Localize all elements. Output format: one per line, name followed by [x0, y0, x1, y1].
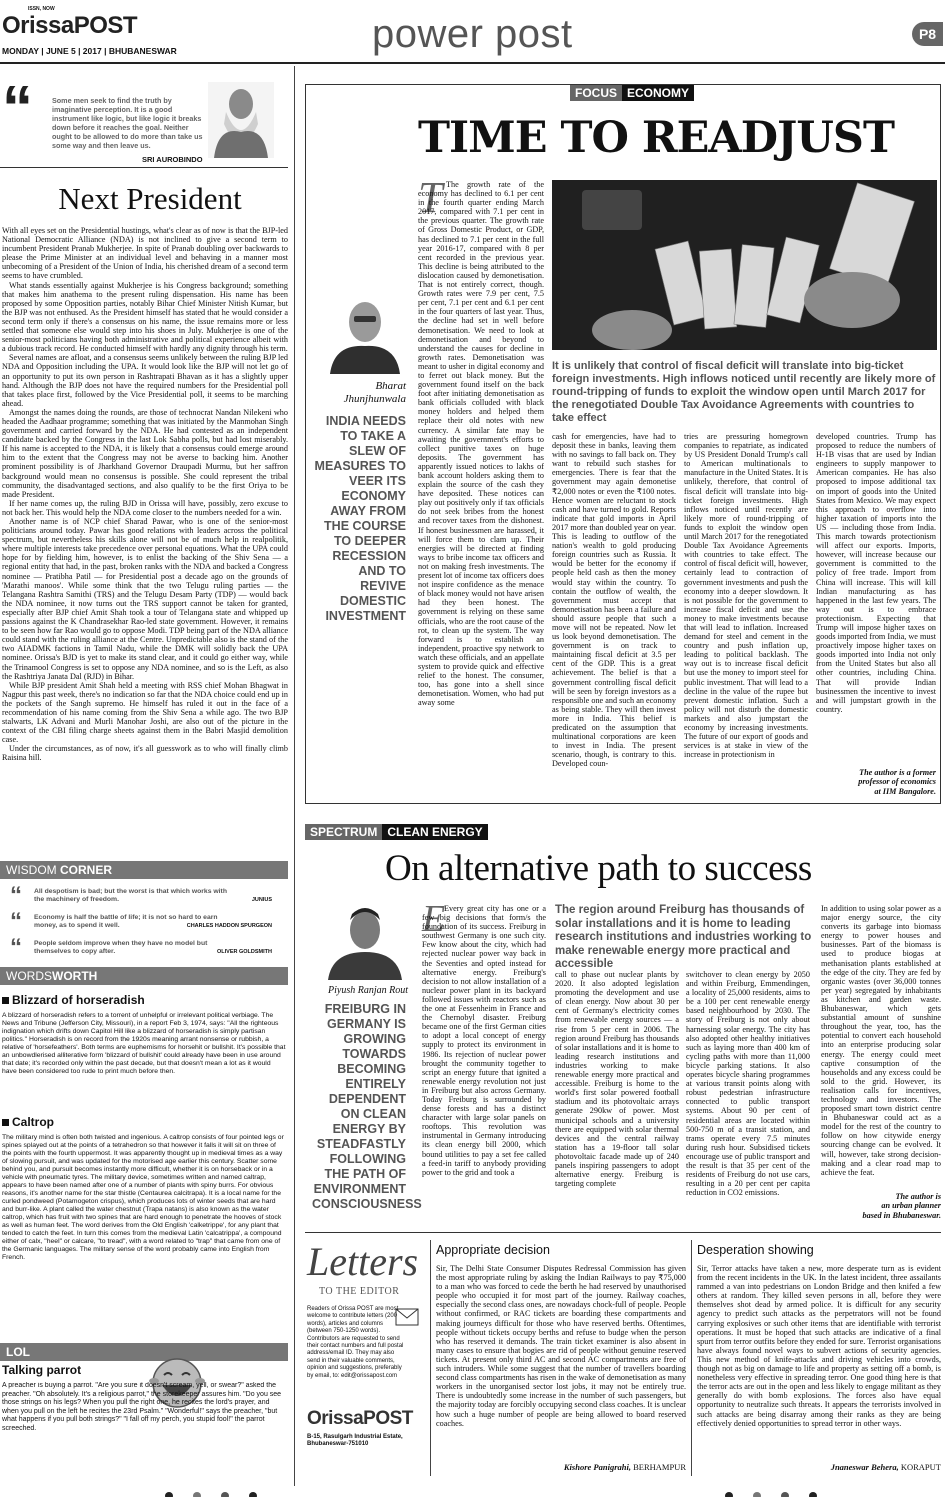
focus-col-4-text: developed countries. Trump has proposed to reduce the numbers of H-1B visas that are used by Indian engineers to supply manpower to American companies. He has also proposed to impose additional tax on import of goods into the United States from Mexico. We may expect this approach to overflow into higher taxation of imports into the US — including those from India. This march towards protectionism will affect our exports. Imports, however, will increase because our government is committed to the policy of free trade. Import from China will increase. This will kill Indian manufacturing as has happened in the last few years. The way out is to embrace protectionism. Expecting that Trump will impose higher taxes on goods imported from India, we must proactively impose higher taxes on goods imported into India not only from the United States but also all other countries, including China. That will provide Indian businessmen the incentive to invest and will jumpstart growth in the country. [816, 432, 936, 714]
word-entry-2: The military mind is often both twisted and ingenious. A caltrop consists of four pointed legs or spines splayed out at the points of a tetrahedron so that however it falls it will sit on three of the points with the fourth uppermost. It was apparently thought up in medieval times as a way of slowing pursuit, and was updated for the motorised age earlier this century. Scatter some behind you, and pursuit becomes instantly more difficult, whether it is on horseback or in a vehicle with pneumatic tyres. The military device, sometimes written and named caltrap, appears to have been named after one of a number of plants with spiny burrs. For obvious reasons, it's another name for the star thistle (Centaurea calcitrapa). It is a local name for the curled pondweed (Potamogeton crispus), which produces lots of winter seeds that are hard and burr-like. A plant called the water chestnut (Trapa natans) is also known as the water caltrop, which has fruit with two spines that are hard enough to penetrate the hooves of stock as well as human feet. The word derives from the Old English 'calketrippe', for any plant that tended to catch the feet. In turn this comes from the medieval Latin 'calcatrippa', a compound either of calx, "heel" or calcare, "to tread", with a word related to "trap" that came from one of the Germanic languages. The military sense of the word probably came into English from French. [2, 1134, 284, 1261]
column-divider [430, 1240, 431, 1476]
letters-logo: OrissaPOST [307, 1408, 413, 1429]
wordsworth-header [0, 967, 288, 985]
focus-tag-b: ECONOMY [622, 85, 694, 101]
dot-icon [249, 1492, 257, 1497]
focus-author [330, 380, 406, 406]
spectrum-author: Piyush Ranjan Rout [328, 985, 408, 996]
wordsworth-header-a: WORDS [6, 969, 52, 983]
aurobindo-quote-box [0, 74, 288, 169]
wisdom-header [0, 861, 288, 879]
editorial-paragraph: With all eyes set on the Presidential hustings, what's clear as of now is that the BJP-led National Democratic Alliance (NDA) is not inclined to give a second term to incumbent President Pranab Mukherjee. In spite of Pranab doubling over backwards to please the Prime Minister at an individual level and behaving in a manner most unbecoming of a President of the Union of India, his cherished dream of a second term seems to have crumbled. [2, 226, 288, 281]
letter-2-body [697, 1264, 941, 1460]
focus-col-2-text: cash for emergencies, have had to deposit these in banks, leaving them with no savings to fall back on. They want to rebuild such stashes for emergencies. There is fear that the government may again demonetise ₹2,000 notes or even the ₹100 notes. Hence women are reluctant to stock cash and have turned to gold. Reports indicate that gold imports in April 2017 more than doubled year on year. This is leading to outflow of the nation's wealth to gold producing foreign countries such as Russia. It would be better for the economy if people held cash as then the money would stay within the country. To contain the outflow of wealth, the government must accept that demonetisation has been a failure and should assure people that such a move will not be repeated. Now let us look beyond demonetisation. The government is on track to maintaining fiscal deficit at 3.5 per cent of the GDP. This is a great achievement. The belief is that a government controlling fiscal deficit will be seen by foreign investors as a responsible one and such an economy as being stable. They will then invest more in India. This belief is predicated on the assumption that multinational corporations are keen to invest in India. The present scenario, though, is contrary to this. Developed coun- [552, 432, 676, 769]
footnote-line: The author is a former [859, 768, 936, 777]
column-divider [691, 1240, 692, 1476]
editorial-paragraph: Under the circumstances, as of now, it's all guesswork as to who will finally climb Raisina hill. [2, 744, 288, 763]
envelope-icon [395, 1308, 419, 1326]
letter-1-title: Appropriate decision [436, 1243, 550, 1257]
dot-icon [725, 1492, 733, 1497]
focus-tag-a: FOCUS [570, 85, 622, 101]
editorial-paragraph: Another name is of NCP chief Sharad Pawar, who is one of the senior-most politicians around today. Pawar has good relations with leaders across the political spectrum, but nevertheless his skills alone will not be of much help in realpolitik, where multiple interests take precedence over personal equations. What the UPA could hope for by fielding him, however, is to enlist the backing of the Shiv Sena — a regional entity that had, in the past, broken ranks with the NDA and backed a Congress nominee — Pratibha Patil — for Presidential post a decade ago on the grounds of 'Marathi manoos'. While some think that the two Telugu ruling parties — the Telangana Rashtra Samithi (TRS) and the Telugu Desam Party (TDP) — would back the NDA nominee, it now turns out the TRS support cannot be taken for granted, especially after BJP chief Amit Shah took a tour of Telangana state and whipped up passions against the K Chandrasekhar Rao-led state government. However, it remains to be seen how far Rao would go to oppose Modi. TDP being part of the NDA alliance could stand with the ruling alliance at the Centre. Unpredictable also is the stand of the two AIADMK factions in Tamil Nadu, while the DMK will solidly back the UPA nominee. Orissa's BJD is yet to make its stand clear, and it could go either way, while the Trinamool Congress is set to oppose any NDA nominee, and so is the Left, as also the Rashtriya Janata Dal (RJD) in Bihar. [2, 517, 288, 681]
letter-1-sign [436, 1462, 686, 1472]
square-bullet-icon [2, 1119, 9, 1126]
word-title-2 [2, 1115, 54, 1129]
spectrum-col-3-text: switchover to clean energy by 2050 and within Freiburg, Emmendingen, a locality of 25,000 residents, aims to be a 100 per cent renewable energy based neighbourhood by 2030. The story of Freiburg is not only about harnessing solar energy. The city has also adopted other healthy initiatives such as laying more than 400 km of cycling paths with more than 11,000 bicycle parking stations. It also operates bicycle sharing programmes at various transit points along with robust pedestrian infrastructure connected to public transport systems. About 90 per cent of residential areas are located within 500-750 m of a transit station, and trams operate every 7.5 minutes during rush hour. Subsidised tickets encourage use of public transport and the result is that 35 per cent of the residents of Freiburg do not use cars, resulting in a 20 per cent per capita reduction in CO2 emissions. [686, 970, 810, 1198]
lol-title: Talking parrot [2, 1363, 82, 1377]
focus-author-last: Jhunjhunwala [343, 393, 406, 405]
aurobindo-author: SRI AUROBINDO [142, 155, 203, 164]
spectrum-col-3 [686, 970, 810, 1226]
spectrum-col-2 [555, 970, 679, 1226]
dot-icon [165, 1492, 173, 1497]
word-title-text: Blizzard of horseradish [12, 993, 145, 1007]
spectrum-deck: The region around Freiburg has thousands of solar installations and it is home to leading research institutions and industries working to make renewable energy more practical and accessible [555, 904, 812, 970]
wisdom-text: All despotism is bad; but the worst is that which works with the machinery of freedom. [34, 888, 227, 903]
dateline: MONDAY | JUNE 5 | 2017 | BHUBANESWAR [2, 46, 177, 56]
word-entry-1: A blizzard of horseradish refers to a torrent of unhelpful or irrelevant political verbiage. The News and Tribune (Jefferson City, Missouri), in a report Feb 3, 1974, says: "All the righteous indignation which drifts down Capitol Hill like a blizzard of horseradish is simply partisan politics." Horseradish is on record from the 1920s meaning arrant nonsense or rubbish, a relative of 'horsefeathers'. Both terms are euphemisms for horsehit or bullshit. It's possible that an unbowdlerised alliterative form 'blizzard of bullshit' could already have been in use around that date; it's recorded only within the past decade, but that doesn't mean a lot as it would have been considered too rude to print much before then. [2, 1012, 286, 1075]
focus-col-4 [816, 432, 936, 762]
photo-caption: It is unlikely that control of fiscal deficit will translate into big-ticket foreign investments. High inflows noticed until recently are likely more of round-tripping of funds to exploit the window open until March 2017 for the renegotiated Double Tax Avoidance Agreements with countries to take effect [552, 360, 936, 424]
letters-box [305, 1238, 425, 1478]
focus-footnote [816, 768, 936, 796]
currency-photo [552, 180, 937, 350]
wisdom-text: People seldom improve when they have no model but themselves to copy after. [34, 940, 208, 955]
spectrum-col-4 [821, 904, 941, 1189]
footnote-line: professor of economics [858, 777, 936, 787]
spectrum-headline: On alternative path to success [385, 848, 812, 889]
wisdom-item [0, 882, 288, 910]
section-title: power post [372, 12, 573, 56]
author-photo-piyush [320, 900, 410, 980]
page-number-badge: P8 [912, 22, 943, 46]
editorial-body [2, 226, 288, 846]
logo-small: ISSN, NOW [28, 6, 55, 12]
focus-headline: TIME TO READJUST [418, 113, 894, 163]
wisdom-item [0, 934, 288, 962]
spectrum-col-1 [422, 898, 546, 1226]
editorial-paragraph: Several names are afloat, and a consensus seems unlikely between the ruling BJP led NDA and Opposition including the UPA. It would look like the BJP will not let go of an opportunity to put its own person in Rashtrapati Bhavan as it has a slightly upper hand. Although the BJP does not have the required numbers for the Presidential poll that takes place first, followed by the Vice Presidential poll, it seems to be marching ahead. [2, 353, 288, 408]
wisdom-header-a: WISDOM [6, 863, 57, 877]
editorial-paragraph: Amongst the names doing the rounds, are those of technocrat Nandan Nilekeni who headed the Aadhaar programme; something that was initiated by the Manmohan Singh government and carried forward by the NDA. He had contested as an independent candidate backed by the Congress in the last Lok Sabha polls, but had lost miserably. If his name is accepted to the NDA, it is likely that a consensus could emerge around him to the extent that the Congress may not be averse to backing him. Another prominent possibility is of Jharkhand Governor Draupadi Murmu, but her saffron background would mean no consensus is possible. She could represent the tribal community, the disadvantaged sections, and also qualify to be the first Oriya to be made President. [2, 407, 288, 499]
aurobindo-quote-text: Some men seek to find the truth by imaginative perception. It is a good instrument like logic, but like logic it breaks down before it reaches the goal. Neither ought to be allowed to do more than take us some way and then leave us. [52, 96, 203, 150]
word-title-text: Caltrop [12, 1115, 54, 1129]
quote-mark-icon: “ [10, 908, 22, 935]
dropcap-e: E [422, 898, 446, 940]
lol-header: LOL [0, 1343, 288, 1361]
footnote-line: at IIM Bangalore. [874, 786, 936, 796]
letter-1-signature: Kishore Panigrahi, [563, 1462, 631, 1472]
author-photo-bharat [322, 290, 408, 374]
letter-2-sign [697, 1462, 941, 1472]
masthead [0, 0, 945, 60]
rule [0, 167, 288, 168]
wisdom-items [0, 882, 288, 964]
focus-tag [570, 85, 694, 101]
wisdom-text: Economy is half the battle of life; it is not so hard to earn money, as to spend it well. [34, 914, 218, 929]
registration-dots-left [155, 1487, 267, 1497]
wordsworth-header-b: WORTH [52, 969, 98, 983]
footnote-line: based in Bhubaneswar. [862, 1210, 941, 1220]
letter-1-text: Sir, The Delhi State Consumer Disputes Redressal Commission has given the most appropriate ruling by asking the Indian Railways to pay ₹75,000 to a man who was forced to cede the berth he had reserved by unauthorised people who occupied it for most part of the journey. Railway coaches, especially the second class ones, are nowadays chock-full of people. People without confirmed, or RAC tickets are boarding these compartments and making journeys difficult for those who have reserved berths. Oftentimes, people without tickets occupy berths and refuse to budge when the person who has reserved it demands. The train ticket examiner is also absent in many cases to ensure that bogies are rid of people without genuine reserved tickets. At present only third AC and second AC compartments are free of such intruders. While some suggest that the number of travellers boarding second class compartments has risen in the wake of demonetisation as many workers in the unorganised sector lost jobs, it may not be entirely true. There is undoubtedly some increase in the number of such passengers, but the majority today are forcibly occupying second class coaches. It is unclear how such a huge number of people are being allowed to board reserved coaches. [436, 1264, 686, 1428]
focus-col-3 [684, 432, 808, 797]
letters-title: Letters [307, 1239, 419, 1284]
letter-2-place: KORAPUT [900, 1462, 941, 1472]
dot-icon [193, 1492, 201, 1497]
quote-mark-icon: “ [10, 882, 22, 909]
focus-author-first: Bharat [375, 380, 406, 392]
letters-info: Readers of Orissa POST are most welcome to contribute letters (200 words), articles and columns (between 750-1250 words). Contributors are requested to send their contact numbers and full postal address/email ID. They may also send in their valuable comments, opinion and suggestions, preferably by email, to: edit@orissapost.com [307, 1306, 404, 1379]
footnote-line: The author is [895, 1192, 941, 1201]
spectrum-col-1-text: Every great city has one or a few big decisions that form/s the foundation of its success. Freiburg in southwest Germany is one such city. Few know about the city, which had rejected nuclear power way back in the Seventies and opted instead for alternative energy. Freiburg's decision to not allow installation of a nuclear power plant in its backyard followed issues with reactors such as the one at Fessenheim in France and the Chernobyl disaster. Freiburg became one of the first German cities to adopt a local concept of energy supply to protect its environment in 1986. Its rejection of nuclear power brought the community together to script an energy future that ignited a renewable energy revolution not just in Freiburg but also across Germany. Today Freiburg is surrounded by dense forests and has a distinct character with large solar panels on rooftops. This revolution was instrumental in Germany introducing its clean energy bill 2000, which bound utilities to pay a set fee called a feed-in tariff to anybody providing power to the grid and took a [422, 904, 546, 1177]
focus-col-3-text: tries are pressuring homegrown companies to repatriate, as indicated by US President Donald Trump's call to American multinationals to manufacture in the United States. It is unlikely, therefore, that control of fiscal deficit will translate into big-ticket foreign investments. High inflows noticed until recently are likely more of round-tripping of funds to exploit the window open until March 2017 for the renegotiated Double Tax Avoidance Agreements with countries to take effect. The control of fiscal deficit will, however, certainly lead to contraction of government investments and push the economy into a deeper slowdown. It is not possible for the government to increase fiscal deficit and use the money to make investments because that will lead to inflation. Increased demand for steel and cement in the country and push inflation up, leading to political backlash. The way out is to increase fiscal deficit but use the money to import steel for public investment. That will lead to a decline in the value of the rupee but prevent domestic inflation. Such a policy will not disturb the domestic markets and also jumpstart the economy by increasing investments. The future of our export of goods and services is at stake in view of the increase in protectionism in [684, 432, 808, 760]
editorial-title: Next President [58, 181, 242, 216]
letter-2-text: Sir, Terror attacks have taken a new, more desperate turn as is evident from the recent incidents in the UK. In the latest incident, three assailants rammed a van into pedestrians on London Bridge and then knifed a few others at random. They killed seven persons in all, before they were themselves shot dead by armed police. It is difficult for any security agency to predict such attacks as the perpetrators will not be found carrying explosives or such other items that are identifiable with terrorist operations. It must be hoped that such attacks are indicative of a final spurt from terror outfits before they ended for sure. Terrorist organisations have always found novel ways to subvert actions of security agencies. This new method of knife-attacks and driving vehicles into crowds, though not as big on damage to life and property as setting off a bomb, is nonetheless very effective in spreading terror. One good thing here is that the terror acts are out in the open and less likely to engage militant as they generally do with bomb explosions. The forces also have equal opportunity to neutralize such threats. It appears the terrorists involved in such attacks are being disarray among their ranks as they are being effectively denied opportunities to spread terror in other ways. [697, 1264, 941, 1428]
masthead-rule [0, 62, 945, 64]
dot-icon [781, 1492, 789, 1497]
letter-2-title: Desperation showing [697, 1243, 814, 1257]
rule [305, 1232, 941, 1233]
wisdom-header-b: CORNER [60, 863, 113, 877]
editorial-paragraph: While BJP president Amit Shah held a meeting with RSS chief Mohan Bhagwat in Nagpur this past week, there's no indication so far that the NDA choice could end up in the pockets of the Sangh supremo. He himself has ruled it out in the face of a recommendation of his name coming from the Shiv Sena a while ago. The two BJP stalwarts, LK Advani and Murli Manohar Joshi, are also out of the picture in the context of the CBI filing charge sheets against them in the Babri Masjid demolition case. [2, 680, 288, 745]
dropcap-t: T [418, 173, 443, 222]
spectrum-col-4-text: In addition to using solar power as a major energy source, the city converts its garbage into biomass energy to power houses and businesses. Part of the biomass is used to produce biogas at methanisation plants established at the edge of the city. They are fed by organic wastes (over 36,000 tonnes per year) segregated by inhabitants as kitchen and garden waste. Bhubaneswar, which gets substantial amount of sunshine throughout the year, too, has the potential to convert each household into an enterprise producing solar energy. The energy could meet captive consumption of the households and any excess could be sold to the grid. However, its realisation calls for incentives, technology and investors. The proposed smart town district centre in Bhubaneswar could act as a model for the rest of the country to follow on how citywide energy sourcing change can be evolved. It will, however, take strong decision-making and a clear road map to achieve the feat. [821, 904, 941, 1177]
editorial-paragraph: What stands essentially against Mukherjee is his Congress background; something that makes him anathema to the present ruling dispensation. His name has been proposed by some Opposition parties, notably Bihar Chief Minister Nitish Kumar, but the BJP was not enthused. As the President himself has stated that he would consider a second term only if there's a consensus on his name, the issue remains more or less settled that someone else would step into his shoes in July. Mukherjee is one of the senior-most politicians having both administrative and political experience albeit with a dubious track record. He conducted himself with hardly any dignity through his term. [2, 280, 288, 354]
column-divider [294, 66, 295, 1486]
wisdom-author: CHARLES HADDON SPURGEON [186, 923, 272, 929]
quote-mark-icon: “ [10, 934, 22, 961]
dot-icon [221, 1492, 229, 1497]
letters-subtitle: TO THE EDITOR [319, 1286, 400, 1297]
dot-icon [753, 1492, 761, 1497]
editorial-paragraph: If her name comes up, the ruling BJD in Orissa will have, possibly, zero excuse to not back her. This would help the NDA come closer to the numbers needed for a win. [2, 498, 288, 517]
focus-pull-quote: INDIA NEEDS TO TAKE A SLEW OF MEASURES TO VEER ITS ECONOMY AWAY FROM THE COURSE TO DEEPER RECESSION AND TO REVIVE DOMESTIC INVESTMENT [314, 414, 406, 623]
focus-col-2 [552, 432, 676, 797]
aurobindo-portrait [208, 82, 274, 158]
spectrum-tag-a: SPECTRUM [305, 824, 382, 840]
wisdom-author: OLIVER GOLDSMITH [217, 949, 272, 955]
footnote-line: an urban planner [881, 1201, 941, 1211]
letter-2-signature: Jnaneswar Behera, [830, 1462, 899, 1472]
focus-col-1 [418, 173, 544, 795]
wisdom-item [0, 908, 288, 936]
word-title-1 [2, 993, 145, 1007]
spectrum-tag [305, 824, 488, 840]
dot-icon [809, 1492, 817, 1497]
letter-1-body [436, 1264, 686, 1460]
focus-col-1-text: The growth rate of the economy has declined to 6.1 per cent in the fourth quarter ending March 2017, compared with 7.1 per cent in the previous quarter. The growth rate of Gross Domestic Product, or GDP, has declined to 7.1 per cent in the full year 2016-17, compared with 8 per cent recorded in the previous year. This decline is being attributed to the dislocation caused by demonetisation. That is not entirely correct, though. Growth rates were 7.9 per cent, 7.5 per cent, 7.1 per cent and 6.1 per cent in the four quarters of last year. Thus, the decline had set in well before demonetisation. We need to look at demonetisation and beyond to understand the causes for decline in growth rates. Demonetisation was meant to usher in digital economy and to ferret out black money. But the government found itself on the back foot after initiating demonetisation as bank officials colluded with black money holders and helped them replace their old notes with new currency. A similar fate may be awaiting the government's efforts to collect punitive taxes on huge deposits. The government has apparently issued notices to lakhs of bank account holders asking them to explain the source of the cash they have deposited. These notices can play out positively only if tax officials do not seek bribes from the honest and recover taxes from the dishonest. If honest businessmen are harassed, it will force them to clam up. Their energies will be directed at finding ways to bribe income tax officers and not on making fresh investments. The present lot of income tax officers does not inspire confidence as the menace of black money would not have arisen had they been honest. The government is relying on these same officials, who are the root cause of the rot, to clean up the system. The way forward is to establish an independent, proactive spy network to watch these officials, and an appellate system to provide quick and effective relief to the honest. The consumer, too, has gone into a shell since demonetisation. Women, who had put away some [418, 180, 544, 708]
spectrum-footnote [821, 1192, 941, 1220]
spectrum-tag-b: CLEAN ENERGY [382, 824, 487, 840]
square-bullet-icon [2, 997, 9, 1004]
spectrum-pull-quote: FREIBURG IN GERMANY IS GROWING TOWARDS BECOMING ENTIRELY DEPENDENT ON CLEAN ENERGY BY STEADFASTLY FOLLOWING THE PATH OF ENVIRONMENT CONSCIOUSNESS [312, 1002, 422, 1211]
letters-address: B-15, Rasulgarh Industrial Estate, Bhubaneswar-751010 [307, 1434, 403, 1448]
logo[interactable]: OrissaPOST [2, 12, 138, 39]
registration-dots-right [715, 1487, 827, 1497]
letter-1-place: BERHAMPUR [633, 1462, 686, 1472]
spectrum-col-2-text: call to phase out nuclear plants by 2020. It also adopted legislation promoting the development and use of clean energy. Now about 30 per cent of Germany's electricity comes from renewable energy sources — a rise from 5 per cent in 2006. The region around Freiburg has thousands of solar installations and it is home to leading research institutions and industries working to make renewable energy more practical and accessible. Freiburg is home to the world's first solar powered football stadium and its photovoltaic arrays generate 290kw of power. Most municipal schools and a university there are equipped with solar thermal devices and the central railway station has a 19-floor tall solar photovoltaic facade made up of 240 panels inspiring passengers to adopt alternative energy. Freiburg is targeting complete [555, 970, 679, 1189]
wisdom-author: JUNIUS [251, 897, 272, 903]
quote-mark-icon: “ [2, 74, 33, 143]
lol-text: A preacher is buying a parrot. "Are you sure it doesn't scream, yell, or swear?" asked the preacher. "Oh absolutely. It's a religious parrot," the storekeeper assures him. "Do you see those strings on his legs? When you pull the right one, he recites the lord's prayer, and when you pull on the left he recites the 23rd Psalm." "Wonderful!" says the preacher, "but what happens if you pull both strings?" "I fall off my perch, you stupid fool!" the parrot screeched. [2, 1382, 282, 1432]
